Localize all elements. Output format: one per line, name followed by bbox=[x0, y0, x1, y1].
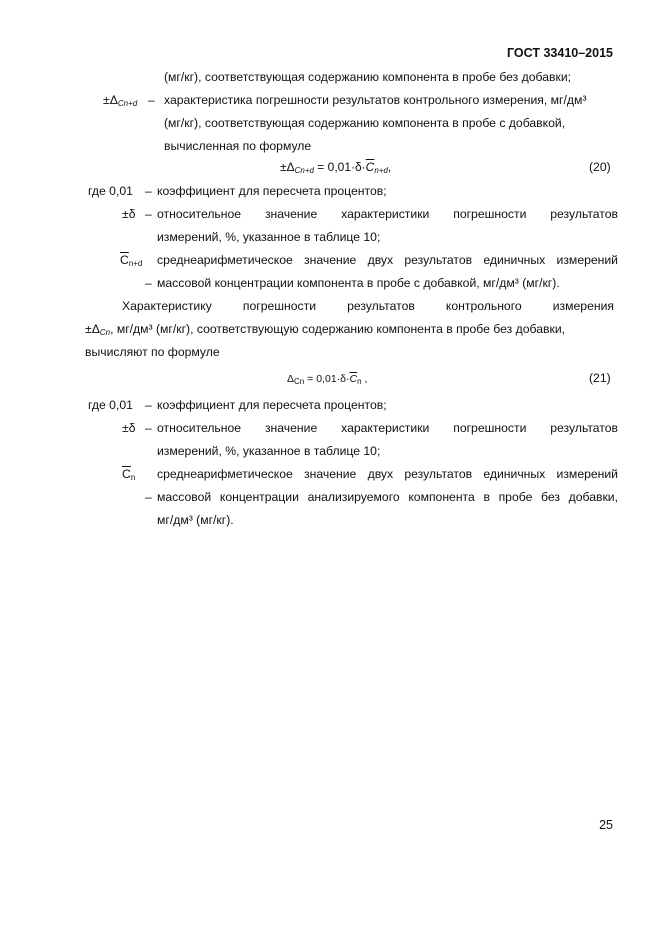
formula-20 bbox=[280, 160, 391, 175]
formula-mean-subscript: n bbox=[357, 377, 362, 386]
where-dash: – bbox=[145, 421, 152, 435]
formula-number-21: (21) bbox=[589, 371, 611, 385]
definition-dash: – bbox=[148, 93, 155, 107]
mean-description-line-1: среднеарифметическое значение двух результатов единичных измерений bbox=[157, 253, 618, 267]
formula-tail: , bbox=[387, 160, 392, 174]
where-dash: – bbox=[145, 276, 152, 290]
formula-mean-symbol: $\overline{C}$ bbox=[365, 160, 375, 174]
where-dash: – bbox=[145, 490, 152, 504]
mean-symbol-subscript: n bbox=[130, 473, 136, 482]
where-dash: – bbox=[145, 207, 152, 221]
formula-lhs-subscript: Cn+d bbox=[294, 166, 314, 175]
document-header: ГОСТ 33410–2015 bbox=[507, 46, 613, 60]
formula-middle: = 0,01·δ· bbox=[313, 160, 366, 174]
mean-symbol-subscript: n+d bbox=[128, 259, 143, 268]
paragraph-symbol-prefix: ±Δ bbox=[85, 322, 100, 336]
mean-description-line-1: среднеарифметическое значение двух результатов единичных измерений bbox=[157, 467, 618, 481]
formula-mean-subscript: n+d bbox=[374, 166, 388, 175]
paragraph-symbol-subscript: Cn bbox=[99, 328, 111, 337]
mean-symbol bbox=[122, 467, 135, 482]
where-label: где 0,01 bbox=[88, 398, 133, 412]
paragraph-line-2-rest: , мг/дм³ (мг/кг), соответствующую содержанию компонента в пробе без добавки, bbox=[110, 322, 566, 336]
definition-line-3: вычисленная по формуле bbox=[164, 139, 312, 153]
mean-symbol-letter: $\overline{C}$ bbox=[120, 253, 129, 267]
continuation-line: (мг/кг), соответствующая содержанию компонента в пробе без добавки; bbox=[164, 70, 572, 84]
formula-lhs: Δ bbox=[287, 373, 295, 385]
page-number: 25 bbox=[599, 818, 613, 832]
formula-number-20: (20) bbox=[589, 160, 611, 174]
where-dash: – bbox=[145, 398, 152, 412]
delta-symbol: ±δ bbox=[122, 207, 136, 221]
paragraph-line-2 bbox=[85, 322, 565, 337]
formula-21 bbox=[287, 373, 367, 386]
coefficient-description: коэффициент для пересчета процентов; bbox=[157, 398, 387, 412]
symbol-prefix: ±Δ bbox=[103, 93, 118, 107]
symbol-subscript: Cn+d bbox=[117, 99, 138, 108]
formula-mean-symbol: $\overline{C}$ bbox=[349, 373, 358, 385]
mean-symbol bbox=[120, 253, 142, 268]
delta-description-line-2: измерений, %, указанное в таблице 10; bbox=[157, 444, 381, 458]
mean-description-line-2: массовой концентрации анализируемого компонента в пробе без добавки, bbox=[157, 490, 618, 504]
delta-description-line-1: относительное значение характеристики погрешности результатов bbox=[157, 207, 618, 221]
delta-description-line-1: относительное значение характеристики погрешности результатов bbox=[157, 421, 618, 435]
mean-description-line-3: мг/дм³ (мг/кг). bbox=[157, 513, 234, 527]
where-label: где 0,01 bbox=[88, 184, 133, 198]
paragraph-line-1: Характеристику погрешности результатов контрольного измерения bbox=[122, 299, 614, 313]
mean-symbol-letter: $\overline{C}$ bbox=[122, 467, 131, 481]
definition-line-2: (мг/кг), соответствующая содержанию компонента в пробе с добавкой, bbox=[164, 116, 566, 130]
formula-middle: = 0,01·δ· bbox=[304, 373, 350, 385]
formula-lhs-prefix: ±Δ bbox=[280, 160, 295, 174]
formula-lhs-subscript: Cn bbox=[294, 377, 305, 386]
formula-tail: , bbox=[361, 373, 368, 385]
mean-description-line-2: массовой концентрации компонента в пробе с добавкой, мг/дм³ (мг/кг). bbox=[157, 276, 560, 290]
delta-symbol: ±δ bbox=[122, 421, 136, 435]
coefficient-description: коэффициент для пересчета процентов; bbox=[157, 184, 387, 198]
definition-line-1: характеристика погрешности результатов контрольного измерения, мг/дм³ bbox=[164, 93, 587, 107]
delta-description-line-2: измерений, %, указанное в таблице 10; bbox=[157, 230, 381, 244]
where-dash: – bbox=[145, 184, 152, 198]
symbol-delta-cnd bbox=[103, 93, 137, 108]
paragraph-line-3: вычисляют по формуле bbox=[85, 345, 220, 359]
